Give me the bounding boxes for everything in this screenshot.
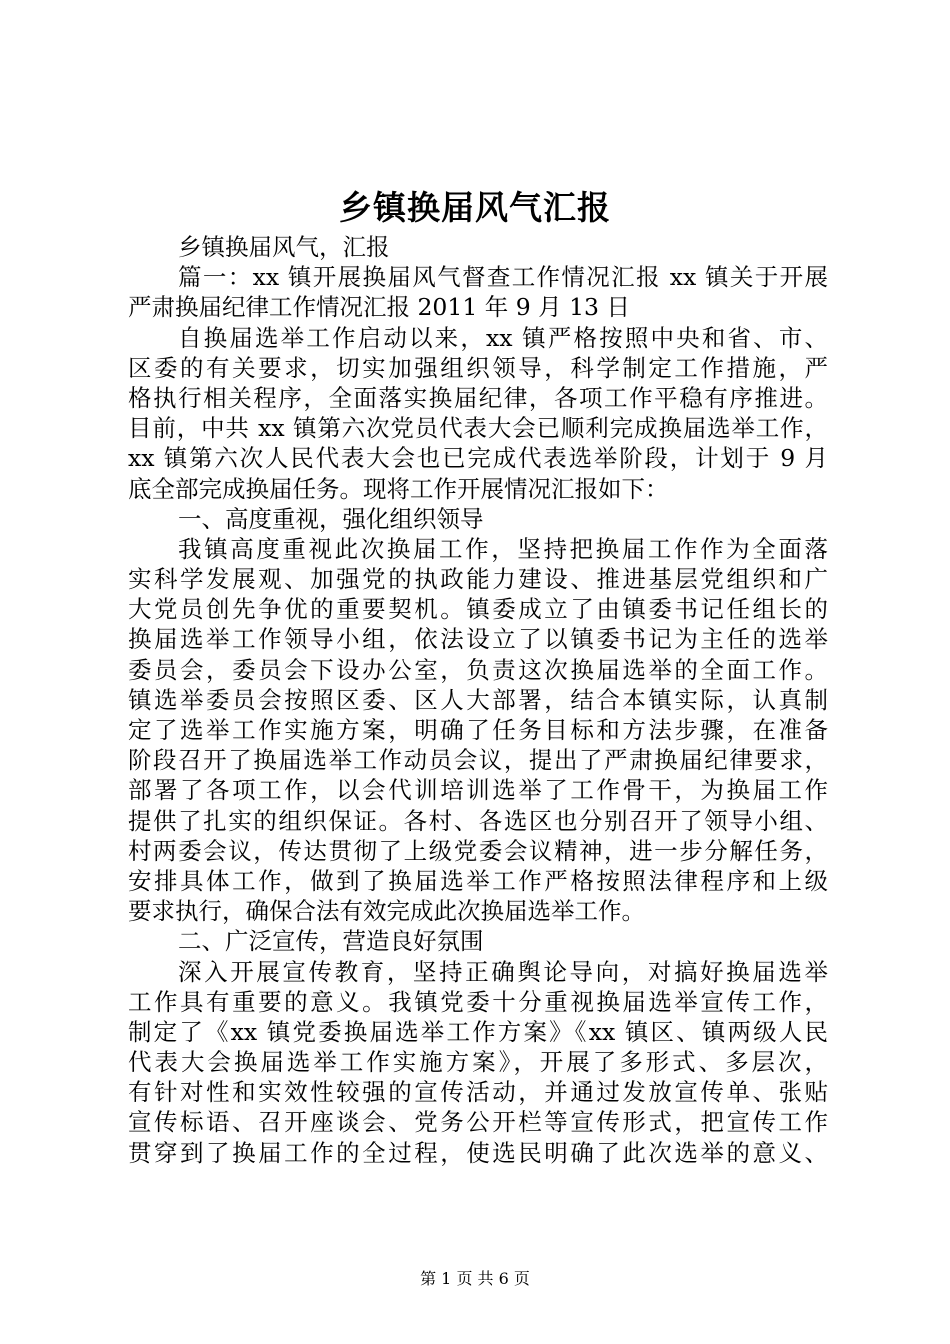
text-line: 委员会，委员会下设办公室，负责这次换届选举的全面工作。 <box>128 655 828 684</box>
text-line: 实科学发展观、加强党的执政能力建设、推进基层党组织和广 <box>128 565 828 594</box>
text-line: 大党员创先争优的重要契机。镇委成立了由镇委书记任组长的 <box>128 595 828 624</box>
document-title: 乡镇换届风气汇报 <box>339 188 611 227</box>
text-line: 镇选举委员会按照区委、区人大部署，结合本镇实际，认真制 <box>128 685 828 714</box>
text-line: 我镇高度重视此次换届工作，坚持把换届工作作为全面落 <box>178 534 828 563</box>
text-line: 目前，中共 xx 镇第六次党员代表大会已顺利完成换届选举工作， <box>128 414 828 443</box>
text-line: 有针对性和实效性较强的宣传活动，并通过发放宣传单、张贴 <box>128 1078 828 1107</box>
text-line: 阶段召开了换届选举工作动员会议，提出了严肃换届纪律要求， <box>128 746 828 775</box>
document-body <box>128 232 828 1168</box>
text-line: 底全部完成换届任务。现将工作开展情况汇报如下： <box>128 474 669 503</box>
page-footer: 第 1 页 共 6 页 <box>420 1269 530 1288</box>
text-line: xx 镇第六次人民代表大会也已完成代表选举阶段，计划于 9 月 <box>128 444 828 473</box>
text-line: 宣传标语、召开座谈会、党务公开栏等宣传形式，把宣传工作 <box>128 1108 828 1137</box>
text-line: 自换届选举工作启动以来，xx 镇严格按照中央和省、市、 <box>178 323 828 352</box>
text-line: 制定了《xx 镇党委换届选举工作方案》《xx 镇区、镇两级人民 <box>128 1017 828 1046</box>
text-line: 贯穿到了换届工作的全过程，使选民明确了此次选举的意义、 <box>128 1138 828 1167</box>
text-line: 提供了扎实的组织保证。各村、各选区也分别召开了领导小组、 <box>128 806 828 835</box>
text-line: 定了选举工作实施方案，明确了任务目标和方法步骤，在准备 <box>128 716 828 744</box>
text-line: 严肃换届纪律工作情况汇报 2011 年 9 月 13 日 <box>128 293 630 322</box>
text-line: 深入开展宣传教育，坚持正确舆论导向，对搞好换届选举 <box>178 957 828 986</box>
text-line: 格执行相关程序，全面落实换届纪律，各项工作平稳有序推进。 <box>128 383 828 412</box>
text-line: 乡镇换届风气，汇报 <box>178 233 390 261</box>
text-line: 村两委会议，传达贯彻了上级党委会议精神，进一步分解任务， <box>128 836 828 865</box>
text-line: 安排具体工作，做到了换届选举工作严格按照法律程序和上级 <box>128 866 828 895</box>
text-line: 换届选举工作领导小组，依法设立了以镇委书记为主任的选举 <box>128 625 828 654</box>
text-line: 区委的有关要求，切实加强组织领导，科学制定工作措施，严 <box>128 353 828 382</box>
text-line: 要求执行，确保合法有效完成此次换届选举工作。 <box>128 897 645 926</box>
text-line: 部署了各项工作，以会代训培训选举了工作骨干，为换届工作 <box>128 776 828 805</box>
text-line: 篇一：xx 镇开展换届风气督查工作情况汇报 xx 镇关于开展 <box>178 263 828 292</box>
section-heading: 二、广泛宣传，营造良好氛围 <box>178 927 484 956</box>
text-line: 代表大会换届选举工作实施方案》，开展了多形式、多层次， <box>128 1048 828 1077</box>
text-line: 工作具有重要的意义。我镇党委十分重视换届选举宣传工作， <box>128 987 828 1016</box>
section-heading: 一、高度重视，强化组织领导 <box>178 504 484 533</box>
